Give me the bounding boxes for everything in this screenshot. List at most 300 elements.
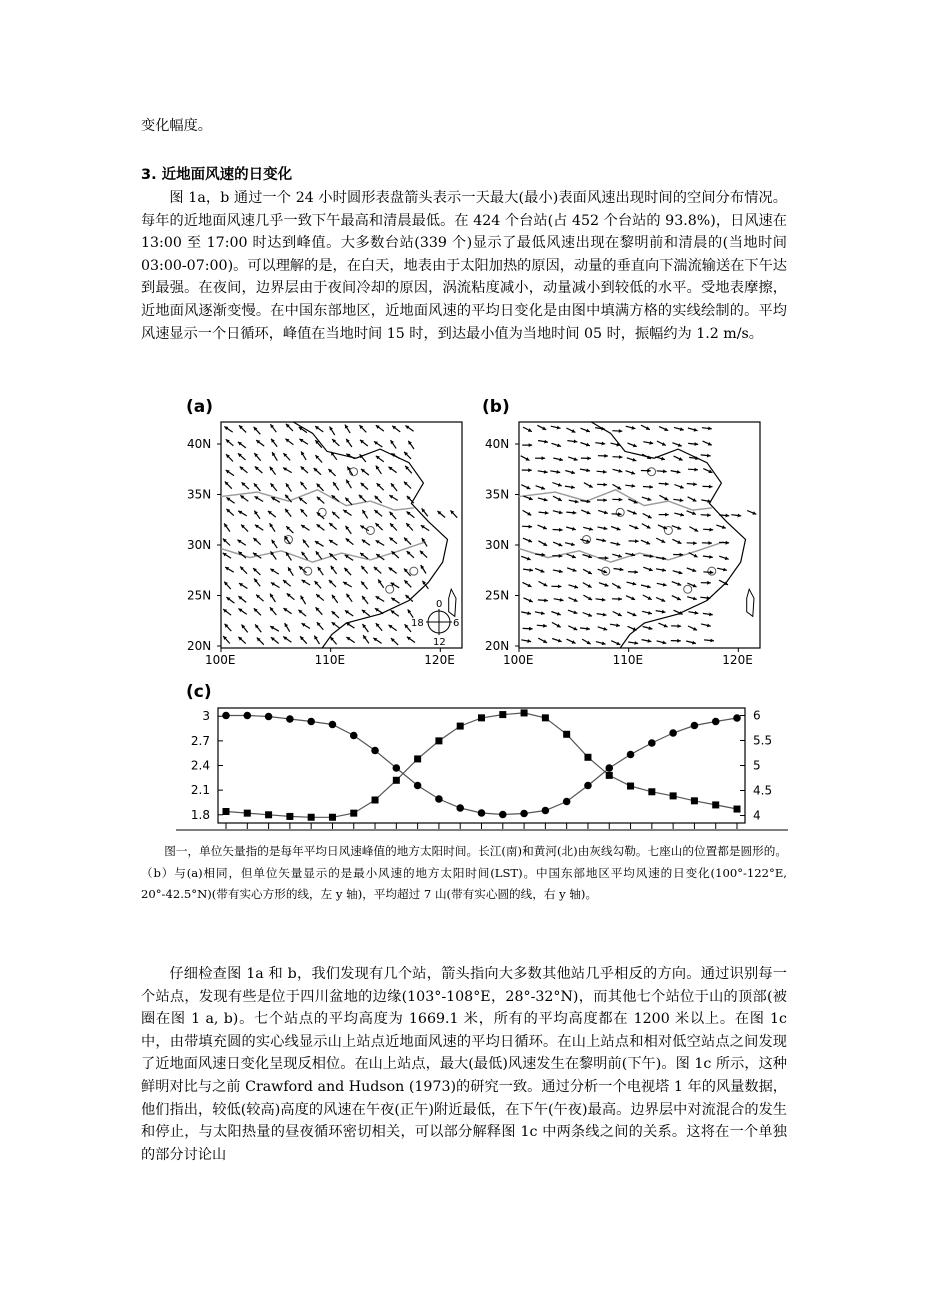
map-b-taiwan <box>747 589 754 616</box>
map-a-wind-arrow <box>406 523 413 530</box>
map-b-wind-arrow <box>642 497 652 501</box>
map-b-wind-arrow <box>656 538 665 543</box>
map-a-lat-label: 20N <box>187 639 212 653</box>
map-a-wind-arrow <box>362 510 367 519</box>
map-a-wind-arrow <box>329 580 336 587</box>
map-b-wind-arrow <box>553 569 563 573</box>
map-a-wind-arrow <box>300 636 307 643</box>
map-b-wind-arrow <box>626 426 636 430</box>
map-b-wind-arrow <box>596 598 606 602</box>
map-b-wind-arrow <box>613 484 622 489</box>
clock-label-left: 18 <box>411 618 424 629</box>
map-a-wind-arrow <box>437 511 445 518</box>
data-point-square <box>393 777 400 784</box>
map-b-wind-arrow <box>552 443 562 447</box>
map-a-wind-arrow <box>333 482 339 490</box>
data-point-circle <box>435 795 443 803</box>
map-a-wind-arrow <box>270 607 276 615</box>
map-a-wind-arrow <box>374 567 382 574</box>
data-point-square <box>265 811 272 818</box>
map-b-wind-arrow <box>672 443 681 447</box>
map-b-lat-label: 25N <box>485 588 510 603</box>
map-a-wind-arrow <box>329 540 338 545</box>
map-a-wind-arrow <box>300 482 306 490</box>
data-point-circle <box>307 718 315 726</box>
map-a-lat-label: 25N <box>187 588 212 603</box>
map-a-wind-arrow <box>331 566 337 574</box>
map-a-wind-arrow <box>255 525 263 530</box>
map-b-wind-arrow <box>568 610 577 614</box>
data-point-circle <box>393 764 401 772</box>
map-b-wind-arrow <box>656 610 666 614</box>
map-b-wind-arrow <box>523 510 532 515</box>
map-b-wind-arrow <box>643 485 653 489</box>
map-b-wind-arrow <box>523 427 532 432</box>
map-a-wind-arrow <box>238 637 245 644</box>
map-b-wind-arrow <box>643 567 652 571</box>
map-a-wind-arrow <box>239 583 247 588</box>
map-a-wind-arrow <box>362 610 370 616</box>
map-a-wind-arrow <box>254 427 261 434</box>
chart-c-left-tick-label: 1.8 <box>190 807 210 822</box>
data-point-square <box>499 711 506 718</box>
map-b-geography <box>519 422 754 648</box>
data-point-circle <box>520 810 528 818</box>
map-a-wind-arrow <box>408 609 414 617</box>
map-a-arrows <box>223 424 458 645</box>
series-line-square <box>226 713 737 817</box>
map-a-wind-arrow <box>407 637 415 643</box>
map-a-wind-arrow <box>225 482 232 489</box>
map-b-lon-label: 120E <box>722 653 753 667</box>
chart-c-left-tick-label: 2.4 <box>190 758 210 773</box>
data-point-square <box>414 755 421 762</box>
map-b-wind-arrow <box>523 496 532 500</box>
map-b-wind-arrow <box>567 639 576 644</box>
map-a-wind-arrow <box>271 439 277 447</box>
map-a-wind-arrow <box>332 595 338 603</box>
map-b-wind-arrow <box>643 595 652 600</box>
data-point-square <box>627 783 634 790</box>
map-a-wind-arrow <box>330 427 335 436</box>
data-point-circle <box>243 712 251 720</box>
map-b-wind-arrow <box>580 468 590 472</box>
map-a-wind-arrow <box>254 608 261 615</box>
map-a-wind-arrow <box>344 568 351 575</box>
map-b-wind-arrow <box>656 598 665 602</box>
map-b-wind-arrow <box>674 513 684 517</box>
map-a-mountain-site-7 <box>410 567 418 575</box>
map-b-lat-label: 40N <box>485 437 510 451</box>
map-b-wind-arrow <box>628 443 637 447</box>
panel-a-label: (a) <box>186 397 214 417</box>
map-a-wind-arrow <box>343 582 352 587</box>
map-b-wind-arrow <box>703 485 713 489</box>
map-b-wind-arrow <box>598 627 608 631</box>
map-a-wind-arrow <box>240 567 247 574</box>
map-b-wind-arrow <box>747 511 756 515</box>
map-b-wind-arrow <box>597 498 607 502</box>
map-b-wind-arrow <box>580 443 590 447</box>
map-a-wind-arrow <box>314 636 319 645</box>
map-a-wind-arrow <box>299 439 308 444</box>
map-a-wind-arrow <box>299 498 307 504</box>
map-a-wind-arrow <box>346 594 352 602</box>
map-a-wind-arrow <box>270 626 279 631</box>
map-b-wind-arrow <box>521 639 531 643</box>
map-a-wind-arrow <box>404 482 411 489</box>
map-a-wind-arrow <box>223 609 231 615</box>
map-a-wind-arrow <box>373 638 381 644</box>
map-a-wind-arrow <box>255 466 263 473</box>
map-a-wind-arrow <box>346 526 352 534</box>
map-b-wind-arrow <box>642 639 652 643</box>
map-b-wind-arrow <box>701 513 711 517</box>
map-a-lat-label: 30N <box>187 538 212 552</box>
map-b-wind-arrow <box>522 443 532 447</box>
data-point-circle <box>733 714 741 722</box>
data-point-circle <box>456 804 464 812</box>
map-a-wind-arrow <box>256 440 264 446</box>
map-b-wind-arrow <box>597 470 607 474</box>
map-a-wind-arrow <box>346 637 354 643</box>
map-a-wind-arrow <box>391 598 399 604</box>
map-b-wind-arrow <box>538 498 548 502</box>
map-b-wind-arrow <box>550 470 560 474</box>
map-b-wind-arrow <box>612 429 622 433</box>
map-b-wind-arrow <box>674 485 683 489</box>
map-b-lat-label: 35N <box>485 487 510 502</box>
map-a-wind-arrow <box>450 510 457 517</box>
map-a-wind-arrow <box>225 624 232 631</box>
map-a-wind-arrow <box>404 452 411 459</box>
map-b-wind-arrow <box>522 468 532 472</box>
map-b-wind-arrow <box>688 497 697 502</box>
map-b-wind-arrow <box>551 585 561 589</box>
chart-c-right-tick-label: 6 <box>753 708 761 723</box>
map-b-wind-arrow <box>731 514 741 518</box>
map-a-wind-arrow <box>389 495 398 500</box>
map-b-wind-arrow <box>581 456 591 460</box>
map-b-wind-arrow <box>597 613 607 617</box>
map-a-lon-label: 120E <box>424 653 455 667</box>
data-point-square <box>223 808 230 815</box>
map-a-wind-arrow <box>283 580 291 586</box>
map-b-wind-arrow <box>626 471 636 475</box>
map-b-wind-arrow <box>643 441 653 445</box>
map-b-wind-arrow <box>672 596 681 601</box>
map-b-wind-arrow <box>537 624 547 628</box>
map-b-wind-arrow <box>672 526 681 530</box>
map-b-wind-arrow <box>643 626 653 630</box>
map-a-wind-arrow <box>404 538 411 545</box>
clock-label-right: 6 <box>453 618 460 629</box>
data-point-square <box>563 731 570 738</box>
map-b-wind-arrow <box>701 581 711 585</box>
data-point-circle <box>478 809 486 817</box>
map-b-lat-label: 20N <box>485 639 510 653</box>
map-b-wind-arrow <box>568 626 577 630</box>
map-a-wind-arrow <box>390 512 397 520</box>
map-b-wind-arrow <box>628 570 638 574</box>
map-a-wind-arrow <box>421 525 429 530</box>
map-a-wind-arrow <box>283 637 291 643</box>
map-a-wind-arrow <box>242 482 249 489</box>
map-b-wind-arrow <box>583 527 593 531</box>
map-a-wind-arrow <box>374 510 382 516</box>
map-b-wind-arrow <box>657 583 667 587</box>
map-a-lat-label: 40N <box>187 437 212 451</box>
map-b-wind-arrow <box>687 511 696 515</box>
map-a-wind-arrow <box>285 623 290 632</box>
chart-c-right-tick-label: 5 <box>753 758 761 773</box>
map-a-wind-arrow <box>392 551 399 558</box>
map-a-wind-arrow <box>361 581 367 589</box>
map-a-wind-arrow <box>316 551 322 559</box>
map-a-wind-arrow <box>226 439 234 446</box>
map-a-wind-arrow <box>226 470 234 476</box>
map-a-wind-arrow <box>242 625 248 633</box>
map-b-wind-arrow <box>611 527 620 531</box>
map-a-wind-arrow <box>317 524 325 530</box>
map-a-wind-arrow <box>254 511 260 519</box>
map-b-wind-arrow <box>686 641 696 645</box>
map-a-wind-arrow <box>420 551 427 558</box>
map-a-wind-arrow <box>272 452 277 461</box>
map-a-wind-arrow <box>317 622 324 630</box>
map-a-wind-arrow <box>318 567 324 575</box>
map-b-wind-arrow <box>583 583 592 588</box>
map-a-wind-arrow <box>253 568 260 575</box>
data-point-square <box>542 714 549 721</box>
map-b-wind-arrow <box>704 639 714 643</box>
data-point-circle <box>691 722 699 730</box>
map-b-wind-arrow <box>612 554 622 558</box>
map-a-wind-arrow <box>315 455 322 462</box>
map-a-wind-arrow <box>283 608 291 614</box>
map-b-wind-arrow <box>583 569 592 574</box>
map-a-wind-arrow <box>223 553 231 558</box>
map-a-wind-arrow <box>223 636 230 644</box>
map-b-wind-arrow <box>702 427 712 431</box>
map-a-wind-arrow <box>238 609 246 615</box>
data-point-square <box>648 788 655 795</box>
data-point-square <box>734 806 741 813</box>
map-b-wind-arrow <box>613 455 623 459</box>
map-a-wind-arrow <box>301 451 306 460</box>
map-b-wind-arrow <box>674 456 683 461</box>
map-b-wind-arrow <box>703 441 712 445</box>
map-b-wind-arrow <box>551 426 561 430</box>
chart-c-left-tick-label: 2.7 <box>190 733 210 748</box>
map-b-wind-arrow <box>538 638 547 643</box>
map-b-wind-arrow <box>629 525 638 529</box>
map-b-wind-arrow <box>566 428 575 433</box>
map-b-wind-arrow <box>672 539 681 544</box>
map-a-wind-arrow <box>272 540 278 548</box>
map-a-wind-arrow <box>346 439 352 447</box>
data-point-circle <box>286 715 294 723</box>
map-b-wind-arrow <box>523 568 533 572</box>
map-b-wind-arrow <box>703 555 713 559</box>
data-point-circle <box>712 718 720 726</box>
map-a-wind-arrow <box>421 565 426 574</box>
map-b-wind-arrow <box>659 513 669 517</box>
map-a-wind-arrow <box>359 425 366 432</box>
map-a-wind-arrow <box>315 426 323 432</box>
map-b-wind-arrow <box>584 483 593 488</box>
map-b-wind-arrow <box>625 484 635 488</box>
map-a-wind-arrow <box>237 540 245 546</box>
map-b-wind-arrow <box>628 641 638 645</box>
map-b-wind-arrow <box>657 469 667 473</box>
map-b-wind-arrow <box>687 541 697 545</box>
map-a-wind-arrow <box>361 566 368 574</box>
map-a-wind-arrow <box>391 453 400 458</box>
map-b-lon-label: 110E <box>612 653 644 667</box>
map-b-wind-arrow <box>626 596 635 600</box>
map-b-wind-arrow <box>656 568 666 572</box>
map-b-wind-arrow <box>702 541 712 545</box>
chart-c-right-tick-label: 5.5 <box>753 733 773 748</box>
map-a-wind-arrow <box>270 594 275 602</box>
data-point-circle <box>499 811 507 819</box>
clock-label-top: 0 <box>436 599 443 610</box>
data-point-square <box>308 814 315 821</box>
map-a-wind-arrow <box>376 456 384 462</box>
map-b-wind-arrow <box>599 583 608 587</box>
data-point-circle <box>414 782 422 790</box>
map-a-wind-arrow <box>286 424 293 431</box>
map-b-wind-arrow <box>537 425 546 430</box>
map-b-wind-arrow <box>717 568 727 572</box>
map-b-wind-arrow <box>596 539 606 543</box>
map-a-wind-arrow <box>332 512 339 519</box>
data-point-circle <box>648 739 656 747</box>
data-point-square <box>350 810 357 817</box>
data-point-square <box>329 814 336 821</box>
map-b-wind-arrow <box>569 585 579 589</box>
map-b-wind-arrow <box>539 511 549 515</box>
data-point-circle <box>627 751 635 759</box>
map-a-wind-arrow <box>391 583 400 588</box>
map-b-wind-arrow <box>538 541 547 546</box>
map-b-wind-arrow <box>521 485 530 490</box>
map-a-wind-arrow <box>332 611 339 618</box>
map-a-wind-arrow <box>345 610 353 616</box>
map-a-wind-arrow <box>317 512 325 519</box>
map-b-wind-arrow <box>689 527 698 532</box>
map-b-wind-arrow <box>657 441 666 446</box>
data-point-square <box>606 772 613 779</box>
map-a-wind-arrow <box>345 425 350 434</box>
map-b-wind-arrow <box>611 641 620 645</box>
map-b-wind-arrow <box>538 599 548 603</box>
chart-c-right-tick-label: 4.5 <box>753 783 773 798</box>
map-b-wind-arrow <box>521 611 531 615</box>
map-b-wind-arrow <box>538 440 548 444</box>
map-b-wind-arrow <box>566 511 576 515</box>
data-point-circle <box>371 747 379 755</box>
line-chart-c <box>191 708 772 829</box>
map-a-wind-arrow <box>328 469 335 476</box>
map-a-wind-arrow <box>256 595 264 602</box>
map-a-wind-arrow <box>404 580 411 587</box>
map-b-wind-arrow <box>672 582 681 586</box>
map-b-mountain-site-1 <box>616 508 624 516</box>
map-a-wind-arrow <box>224 582 231 590</box>
map-a-lat-label: 35N <box>187 487 212 502</box>
map-a-wind-arrow <box>391 638 398 645</box>
data-point-square <box>372 797 379 804</box>
map-b-wind-arrow <box>553 458 563 462</box>
data-point-circle <box>669 729 677 737</box>
map-a-wind-arrow <box>377 483 384 490</box>
map-a-wind-arrow <box>270 467 276 475</box>
map-b-wind-arrow <box>613 469 623 473</box>
map-a-wind-arrow <box>226 597 234 603</box>
map-a-wind-arrow <box>405 466 412 474</box>
map-b-wind-arrow <box>658 623 667 627</box>
data-point-square <box>244 810 251 817</box>
map-b-wind-arrow <box>701 624 711 628</box>
map-b-wind-arrow <box>566 527 576 531</box>
map-a-yellow-river <box>221 490 414 510</box>
map-a-wind-arrow <box>390 523 397 530</box>
map-b-wind-arrow <box>659 495 668 500</box>
map-b-wind-arrow <box>611 542 621 546</box>
map-a-wind-arrow <box>362 596 368 604</box>
map-a-wind-arrow <box>287 593 295 599</box>
map-a-wind-arrow <box>361 469 369 475</box>
map-b-wind-arrow <box>521 456 530 461</box>
data-point-square <box>286 813 293 820</box>
map-a-lon-label: 110E <box>314 653 346 667</box>
map-a-wind-arrow <box>271 637 279 643</box>
map-a-yangtze-river <box>221 542 426 562</box>
map-b-wind-arrow <box>580 627 590 631</box>
map-b-wind-arrow <box>581 510 590 514</box>
map-a-wind-arrow <box>378 580 384 588</box>
map-a-wind-arrow <box>303 540 309 548</box>
map-a-wind-arrow <box>376 540 385 545</box>
map-a-wind-arrow <box>298 610 306 616</box>
map-a-wind-arrow <box>238 442 246 448</box>
map-b-wind-arrow <box>610 623 620 627</box>
map-a-wind-arrow <box>254 579 260 587</box>
map-b-wind-arrow <box>597 483 607 487</box>
map-b-wind-arrow <box>598 526 608 530</box>
map-a-wind-arrow <box>238 511 247 516</box>
map-a-wind-arrow <box>268 511 276 517</box>
data-point-circle <box>563 798 571 806</box>
map-a-wind-arrow <box>375 523 382 530</box>
map-b-wind-arrow <box>567 440 577 444</box>
map-b-wind-arrow <box>553 511 563 515</box>
map-a-wind-arrow <box>316 594 324 600</box>
data-point-circle <box>584 782 592 790</box>
map-b-wind-arrow <box>535 456 545 460</box>
map-b-wind-arrow <box>641 540 650 544</box>
map-a-wind-arrow <box>407 512 415 518</box>
map-b-wind-arrow <box>565 471 575 475</box>
data-point-square <box>712 801 719 808</box>
map-b-wind-arrow <box>659 427 668 431</box>
map-a-taiwan <box>449 589 456 616</box>
map-a-wind-arrow <box>317 497 325 504</box>
map-a-wind-arrow <box>374 441 382 447</box>
map-a-wind-arrow <box>376 466 382 474</box>
